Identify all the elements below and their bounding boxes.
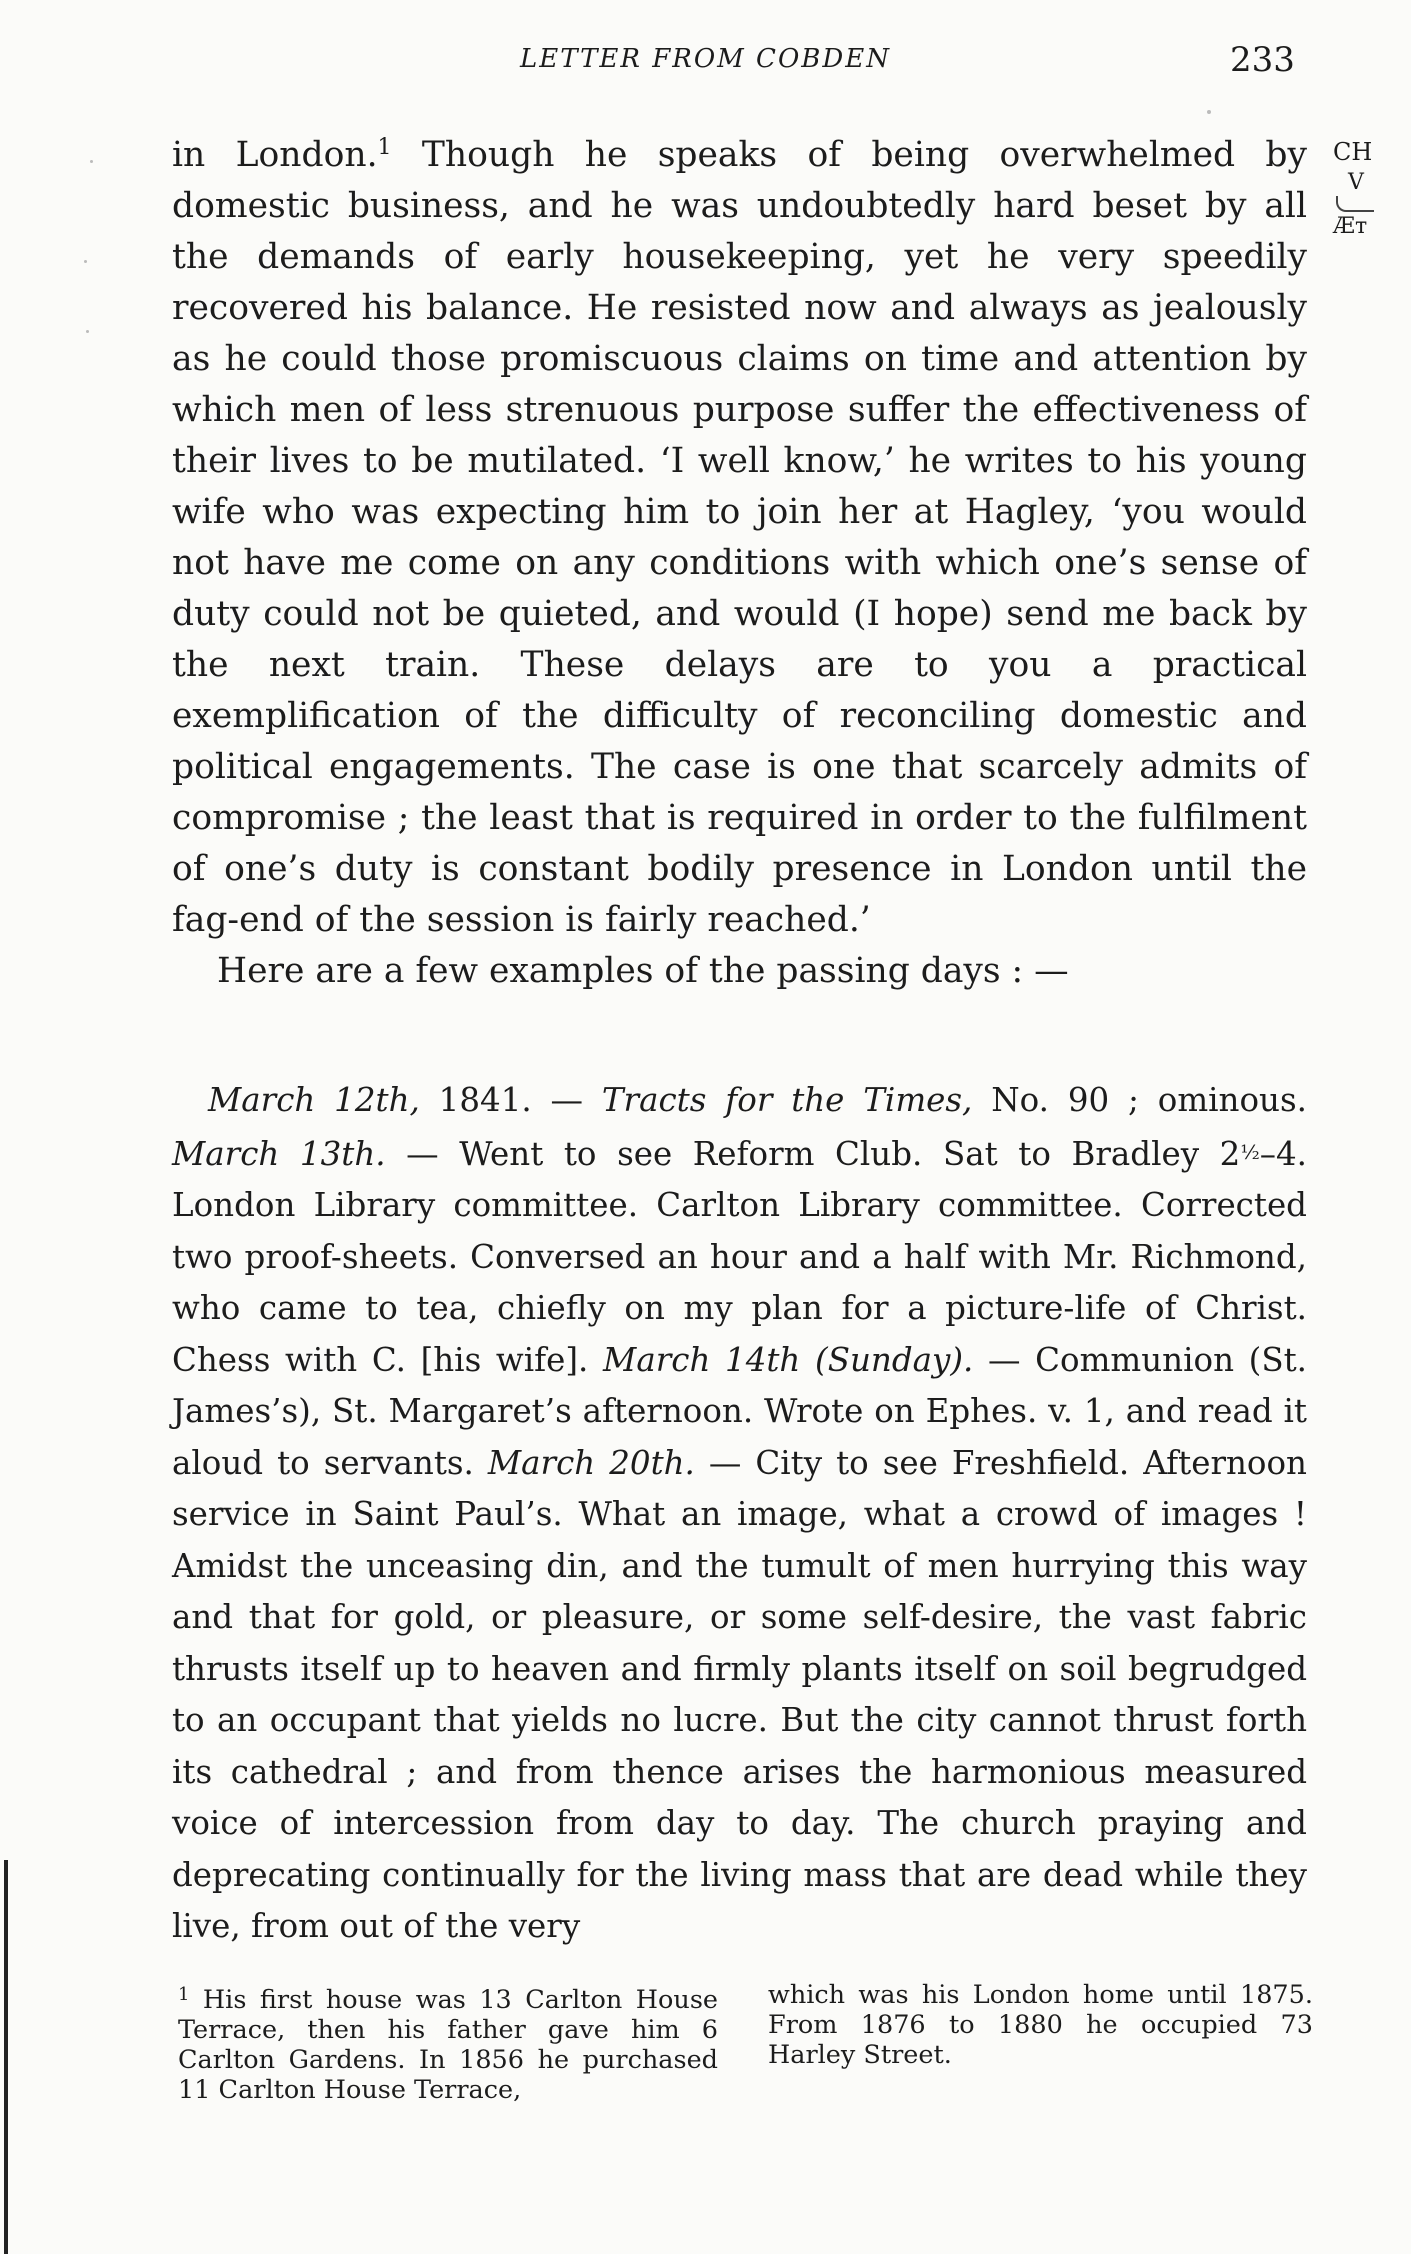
margin-speck	[1207, 110, 1211, 114]
margin-speck	[86, 330, 89, 333]
margin-speck	[90, 160, 93, 163]
margin-speck	[84, 260, 87, 263]
footnotes	[178, 1980, 1313, 2105]
footnote-ref: 1	[377, 135, 392, 160]
main-text	[172, 122, 1307, 997]
running-title: LETTER FROM COBDEN	[520, 44, 891, 74]
diary-paragraph	[172, 1075, 1307, 1953]
binding-edge	[4, 1860, 8, 2254]
footnote-marker: 1	[178, 1984, 190, 2005]
diary-text: –4. London Library committee. Carlton Library committee. Corrected two proof-sheets. Conversed an hour and a half with Mr. Richmond, who came to tea, chiefly on my plan for a picture-life of Christ. Chess with C. [his wife].	[172, 1134, 1307, 1379]
diary-day: (Sunday).	[800, 1340, 974, 1379]
diary-title: Tracts for the Times,	[601, 1081, 973, 1119]
footnote-column-left	[178, 1980, 718, 2105]
paragraph-1	[172, 122, 1307, 946]
sidenote-chapter: CH	[1333, 138, 1373, 166]
sidenote-bracket	[1336, 196, 1374, 212]
diary-text: — Communion (St. James’s), St. Margaret’s afternoon. Wrote on Ephes. v. 1, and read it aloud to servants.	[172, 1340, 1307, 1482]
para1-lead: in London.	[172, 135, 378, 175]
footnote-text: His first house was 13 Carlton House Terrace, then his father gave him 6 Carlton Gardens. In 1856 he purchased 11 Carlton House Terrace,	[178, 1985, 718, 2105]
para1-text: Though he speaks of being overwhelmed by domestic business, and he was undoubtedly hard beset by all the demands of early housekeeping, yet he very speedily recovered his balance. He resisted now and always as jealously as he could those promiscuous claims on time and attention by which men of less strenuous purpose suffer the effectiveness of their lives to be mutilated. ‘I well know,’ he writes to his young wife who was expecting him to join her at Hagley, ‘you would not have me come on any conditions with which one’s sense of duty could not be quieted, and would (I hope) send me back by the next train. These delays are to you a practical exemplification of the difficulty of reconciling domestic and political engagements. The case is one that scarcely admits of compromise ; the least that is required in order to the fulfilment of one’s duty is constant bodily presence in London until the fag-end of the session is fairly reached.’	[172, 135, 1307, 940]
sidenote-age: Æт	[1333, 214, 1368, 239]
diary-date: March 14th	[603, 1340, 801, 1379]
diary-date: March 12th,	[208, 1081, 420, 1119]
diary-fraction: ½	[1240, 1139, 1260, 1164]
diary-extract	[172, 1075, 1307, 1953]
diary-date: March 13th.	[172, 1134, 386, 1173]
diary-text: — Went to see Reform Club. Sat to Bradley 2	[385, 1134, 1241, 1173]
page-number: 233	[1230, 40, 1295, 80]
diary-date: March 20th.	[487, 1443, 695, 1482]
diary-text: No. 90 ; ominous.	[972, 1081, 1307, 1119]
paragraph-2: Here are a few examples of the passing days : —	[217, 951, 1069, 991]
sidenote-chapter-number: V	[1348, 170, 1364, 195]
footnote-column-right: which was his London home until 1875. From 1876 to 1880 he occupied 73 Harley Street.	[768, 1980, 1313, 2070]
diary-text: — City to see Freshfield. Afternoon service in Saint Paul’s. What an image, what a crowd of images ! Amidst the unceasing din, and the tumult of men hurrying this way and that for gold, or pleasure, or some self-desire, the vast fabric thrusts itself up to heaven and firmly plants itself on soil begrudged to an occupant that yields no lucre. But the city cannot thrust forth its cathedral ; and from thence arises the harmonious measured voice of intercession from day to day. The church praying and deprecating continually for the living mass that are dead while they live, from out of the very	[172, 1443, 1307, 1945]
diary-year: 1841. —	[419, 1081, 602, 1119]
